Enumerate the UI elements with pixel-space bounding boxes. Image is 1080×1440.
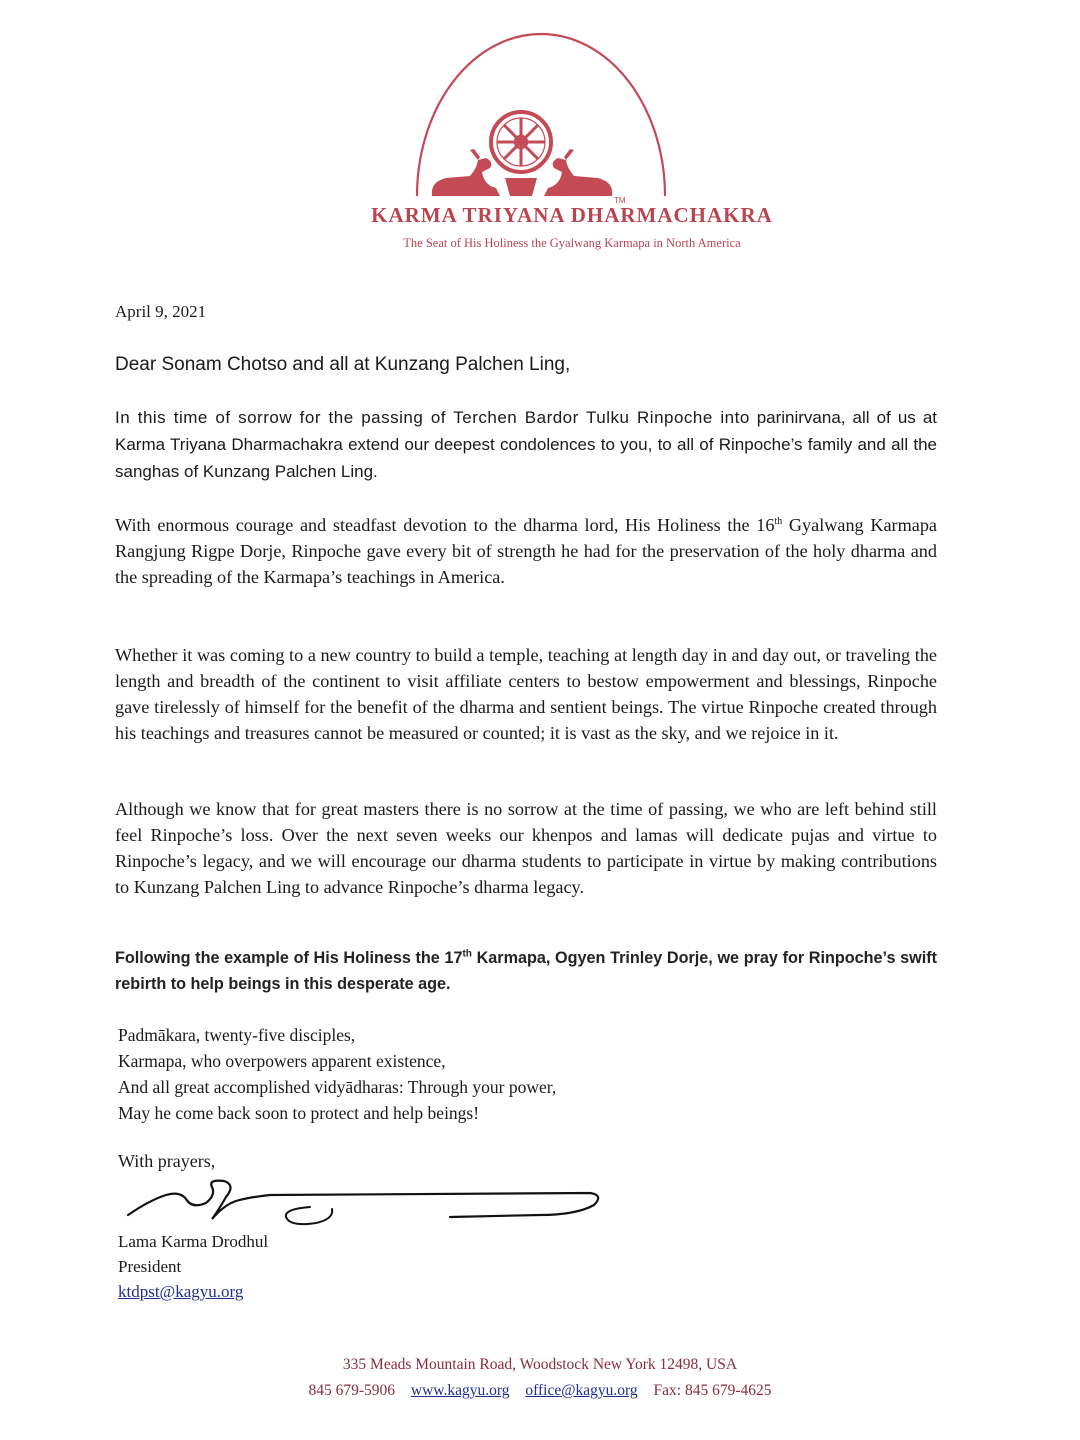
organization-subtitle: The Seat of His Holiness the Gyalwang Karmapa in North America (403, 236, 741, 250)
footer-phone: 845 679-5906 (308, 1382, 396, 1399)
paragraph-1-lead: In this time of sorrow for the passing of Terchen Bardor Tulku Rinpoche into (115, 408, 750, 427)
paragraph-4: Although we know that for great masters there is no sorrow at the time of passing, we who are left behind still feel Rinpoche’s loss. Over the next seven weeks our khenpos and lamas will dedicate pujas and virtue to Rinpoche’s legacy, and we will encourage our dharma students to participate in virtue by making contributions to Kunzang Palchen Ling to advance Rinpoche’s dharma legacy. (115, 799, 937, 897)
footer-fax: Fax: 845 679-4625 (653, 1382, 772, 1399)
verse-line: And all great accomplished vidyādharas: Through your power, (118, 1077, 557, 1097)
letter-date: April 9, 2021 (115, 302, 207, 321)
paragraph-2-part-a: With enormous courage and steadfast devotion to the dharma lord, His Holiness the 16 (115, 515, 775, 535)
verse-line: Karmapa, who overpowers apparent existence, (118, 1051, 446, 1071)
footer-address: 335 Meads Mountain Road, Woodstock New York 12498, USA (342, 1356, 738, 1373)
letterhead (0, 0, 1080, 270)
trademark-mark: TM (614, 196, 626, 205)
signer-name: Lama Karma Drodhul (118, 1232, 269, 1251)
signer-email-link[interactable]: ktdpst@kagyu.org (118, 1282, 244, 1301)
footer-email-link[interactable]: office@kagyu.org (525, 1382, 638, 1399)
right-deer-icon (544, 149, 612, 196)
ordinal-suffix: th (462, 948, 472, 960)
footer (0, 1352, 1080, 1404)
paragraph-2 (115, 512, 937, 590)
paragraph-2-part-b: Gyalwang Karmapa Rangjung Rigpe Dorje, Rinpoche gave every bit of strength he had for the preservation of the holy dharma and the spreading of the Karmapa’s teachings in America. (115, 515, 937, 587)
signer-block (118, 1229, 268, 1304)
footer-website-link[interactable]: www.kagyu.org (410, 1382, 510, 1399)
footer-contact-line (0, 1378, 1080, 1404)
paragraph-5-part-b: Karmapa, Ogyen Trinley Dorje, we pray for Rinpoche’s swift rebirth to help beings in this desperate age. (115, 949, 937, 993)
left-deer-icon (432, 149, 500, 196)
paragraph-5 (115, 945, 937, 997)
signer-title: President (118, 1257, 182, 1276)
paragraph-1 (115, 404, 937, 485)
salutation: Dear Sonam Chotso and all at Kunzang Palchen Ling, (115, 354, 571, 375)
ordinal-suffix: th (774, 515, 783, 527)
organization-name: KARMA TRIYANA DHARMACHAKRA (371, 203, 773, 227)
paragraph-5-part-a: Following the example of His Holiness the 17 (115, 949, 463, 967)
paragraph-3: Whether it was coming to a new country to build a temple, teaching at length day in and day out, or traveling the length and breadth of the continent to visit affiliate centers to bestow empowerment and blessings, Rinpoche gave tirelessly of himself for the benefit of the dharma and sentient beings. The virtue Rinpoche created through his teachings and treasures cannot be measured or counted; it is vast as the sky, and we rejoice in it. (115, 645, 937, 743)
paragraph-1-rest: parinirvana, all of us at Karma Triyana Dharmachakra extend our deepest condolences to you, to all of Rinpoche’s family and all the sanghas of Kunzang Palchen Ling. (115, 408, 938, 481)
handwritten-signature (120, 1165, 620, 1235)
dharma-wheel-icon (491, 112, 551, 172)
closing: With prayers, (118, 1151, 216, 1171)
verse-line: May he come back soon to protect and help beings! (118, 1103, 480, 1123)
prayer-verse (118, 1022, 556, 1126)
dharma-wheel-with-deer-logo (0, 0, 1080, 210)
verse-line: Padmākara, twenty-five disciples, (118, 1025, 356, 1045)
